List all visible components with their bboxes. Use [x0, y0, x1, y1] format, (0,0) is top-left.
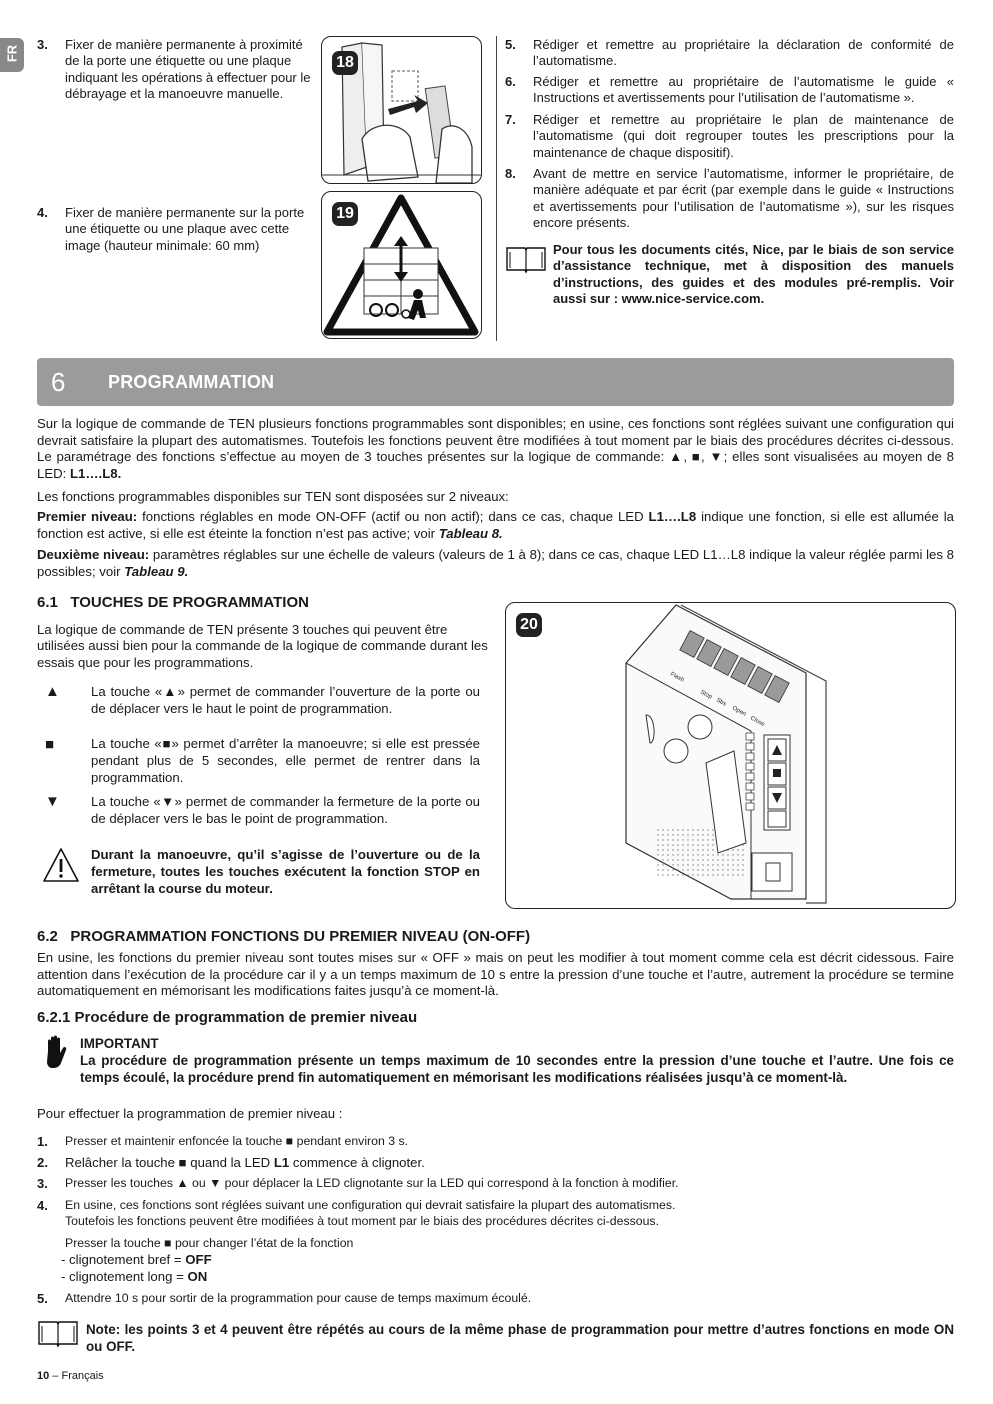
documents-note: Pour tous les documents cités, Nice, par le biais de son service d’assistance technique, met à disposition des manuels d’instructions, des guides et des modules pré-remplis. Voir aussi sur : www.nice-service.com. [553, 242, 954, 307]
figure-19 [321, 191, 482, 339]
language-tab: FR [0, 38, 24, 72]
repeat-note: Note: les points 3 et 4 peuvent être répétés au cours de la même phase de programmation pour mettre d’autres fonctions en mode ON ou OFF. [86, 1322, 954, 1354]
figure-18 [321, 36, 482, 184]
second-level-paragraph: Deuxième niveau: paramètres réglables sur une échelle de valeurs (valeurs de 1 à 8); dans ce cas, chaque LED L1…L8 indique la valeur réglée parmi les 8 possibles; voir Tableau 9. [37, 547, 954, 579]
heading-6-2: 6.2 PROGRAMMATION FONCTIONS DU PREMIER NIVEAU (ON-OFF) [37, 928, 531, 945]
step-3: 3. Presser les touches ▲ ou ▼ pour déplacer la LED clignotante sur la LED qui correspond à la fonction à modifier. [37, 1176, 679, 1191]
list-item-5: 5. Rédiger et remettre au propriétaire la déclaration de conformité de l’automatisme. [505, 37, 954, 69]
terminal-label-flash: Flash [669, 671, 685, 684]
levels-paragraph: Les fonctions programmables disponibles sur TEN sont disposées sur 2 niveaux: [37, 489, 509, 504]
key-down-row: ▼ La touche «▼» permet de commander la fermeture de la porte ou de déplacer vers le bas le point de programmation. [45, 793, 480, 826]
control-board-illustration [506, 603, 955, 908]
blink-short-line: - clignotement bref = OFF [61, 1252, 212, 1267]
figure-number-badge: 18 [332, 51, 358, 75]
column-divider [496, 36, 497, 341]
stop-warning: Durant la manoeuvre, qu’il s’agisse de l’ouverture ou de la fermeture, toutes les touches exécutent la fonction STOP en arrêtant la course du moteur. [91, 847, 480, 896]
section-title: PROGRAMMATION [108, 372, 275, 392]
terminal-label-stop: Stop [699, 689, 713, 701]
list-item-3: 3. Fixer de manière permanente à proximité de la porte une étiquette ou une plaque indiquant les opérations à effectuer pour le débrayage et la manoeuvre manuelle. [37, 37, 311, 102]
press-stop-instruction: Presser la touche ■ pour changer l’état de la fonction [65, 1236, 354, 1250]
figure-number-badge: 20 [516, 613, 542, 637]
first-level-intro: En usine, les fonctions du premier niveau sont toutes mises sur « OFF » mais on peut les modifier à tout moment comme cela est décrit cidessous. Faire attention dans l’exécution de la procédure car il y a un temps maximum de 10 s entre la pression d’une touche et l’autre, autrement la procédure se termine automatiquement en mémorisant les modifications faites jusqu’à ce moment-là. [37, 950, 954, 998]
blink-long-line: - clignotement long = ON [61, 1269, 208, 1284]
keys-intro: La logique de commande de TEN présente 3 touches qui peuvent être utilisées aussi bien pour la commande de la logique de commande durant les essais que pour les programmations. [37, 622, 488, 670]
hand-stop-icon [42, 1035, 70, 1069]
terminal-label-sbs: Sbs [715, 697, 728, 708]
list-item-4: 4. Fixer de manière permanente sur la porte une étiquette ou une plaque avec cette image (hauteur minimale: 60 mm) [37, 205, 305, 253]
list-item-7: 7. Rédiger et remettre au propriétaire le plan de maintenance de l’automatisme (qui doit regrouper toutes les prescriptions pour la maintenance de chaque dispositif). [505, 112, 954, 160]
step-2: 2. Relâcher la touche ■ quand la LED L1 commence à clignoter. [37, 1155, 425, 1170]
key-stop-row: ■ La touche «■» permet d’arrêter la manoeuvre; si elle est pressée pendant plus de 5 secondes, elle permet de rentrer dans la programmation. [45, 736, 480, 785]
step-4: 4. En usine, ces fonctions sont réglées suivant une configuration qui devrait satisfaire la plupart des automatismes. Toutefois les fonctions peuvent être modifiées à tout moment par le biais des procédures décrites ci-dessous. [37, 1198, 676, 1228]
section-header [37, 358, 954, 406]
intro-paragraph: Sur la logique de commande de TEN plusieurs fonctions programmables sont disponibles; en usine, ces fonctions sont réglées suivant une configuration qui devrait satisfaire la plupart des automatismes. Toutefois les fonctions peuvent être modifiées à tout moment par le biais des procédures décrites ci-dessous. Le paramétrage des fonctions s’effectue au moyen de 3 touches présentes sur la logique de commande: ▲, ■, ▼; elles sont visualisées au moyen de 8 LED: L1….L8. [37, 416, 954, 481]
caution-icon [42, 846, 80, 884]
down-arrow-icon: ▼ [45, 793, 60, 810]
page-footer: 10 – Français [37, 1370, 104, 1382]
figure-20 [505, 602, 956, 909]
terminal-label-open: Open [731, 705, 747, 718]
heading-6-1: 6.1 TOUCHES DE PROGRAMMATION [37, 594, 309, 611]
up-arrow-icon: ▲ [45, 683, 60, 700]
section-number: 6 [51, 367, 66, 397]
key-up-row: ▲ La touche «▲» permet de commander l’ouverture de la porte ou de déplacer vers le haut le point de programmation. [45, 683, 480, 716]
terminal-label-close: Close [749, 715, 766, 728]
heading-6-2-1: 6.2.1 Procédure de programmation de premier niveau [37, 1009, 418, 1026]
important-text: La procédure de programmation présente un temps maximum de 10 secondes entre la pression d’une touche et l’autre. Une fois ce temps écoulé, la procédure prend fin automatiquement en mémorisant les modifications réalisées jusqu’à ce moment-là. [80, 1053, 954, 1085]
figure-number-badge: 19 [332, 202, 358, 226]
book-icon [37, 1318, 79, 1348]
important-label: IMPORTANT [80, 1036, 159, 1051]
first-level-paragraph: Premier niveau: fonctions réglables en mode ON-OFF (actif ou non actif); dans ce cas, chaque LED L1….L8 indique une fonction, si elle est allumée la fonction est active, si elle est éteinte la fonction n’est pas active; voir Tableau 8. [37, 509, 954, 541]
list-item-6: 6. Rédiger et remettre au propriétaire de l’automatisme le guide « Instructions et avertissements pour l’utilisation de l’automatisme ». [505, 74, 954, 106]
book-icon [505, 244, 547, 274]
stop-square-icon: ■ [45, 736, 55, 753]
step-5: 5. Attendre 10 s pour sortir de la programmation pour cause de temps maximum écoulé. [37, 1291, 532, 1306]
list-item-8: 8. Avant de mettre en service l’automatisme, informer le propriétaire, de manière adéquate et par écrit (par exemple dans le guide « Instructions et avertissements pour l’utilisation de l’automatisme »), sur les risques encore présents. [505, 166, 954, 231]
procedure-lead: Pour effectuer la programmation de premier niveau : [37, 1106, 343, 1121]
step-1: 1. Presser et maintenir enfoncée la touche ■ pendant environ 3 s. [37, 1134, 409, 1149]
